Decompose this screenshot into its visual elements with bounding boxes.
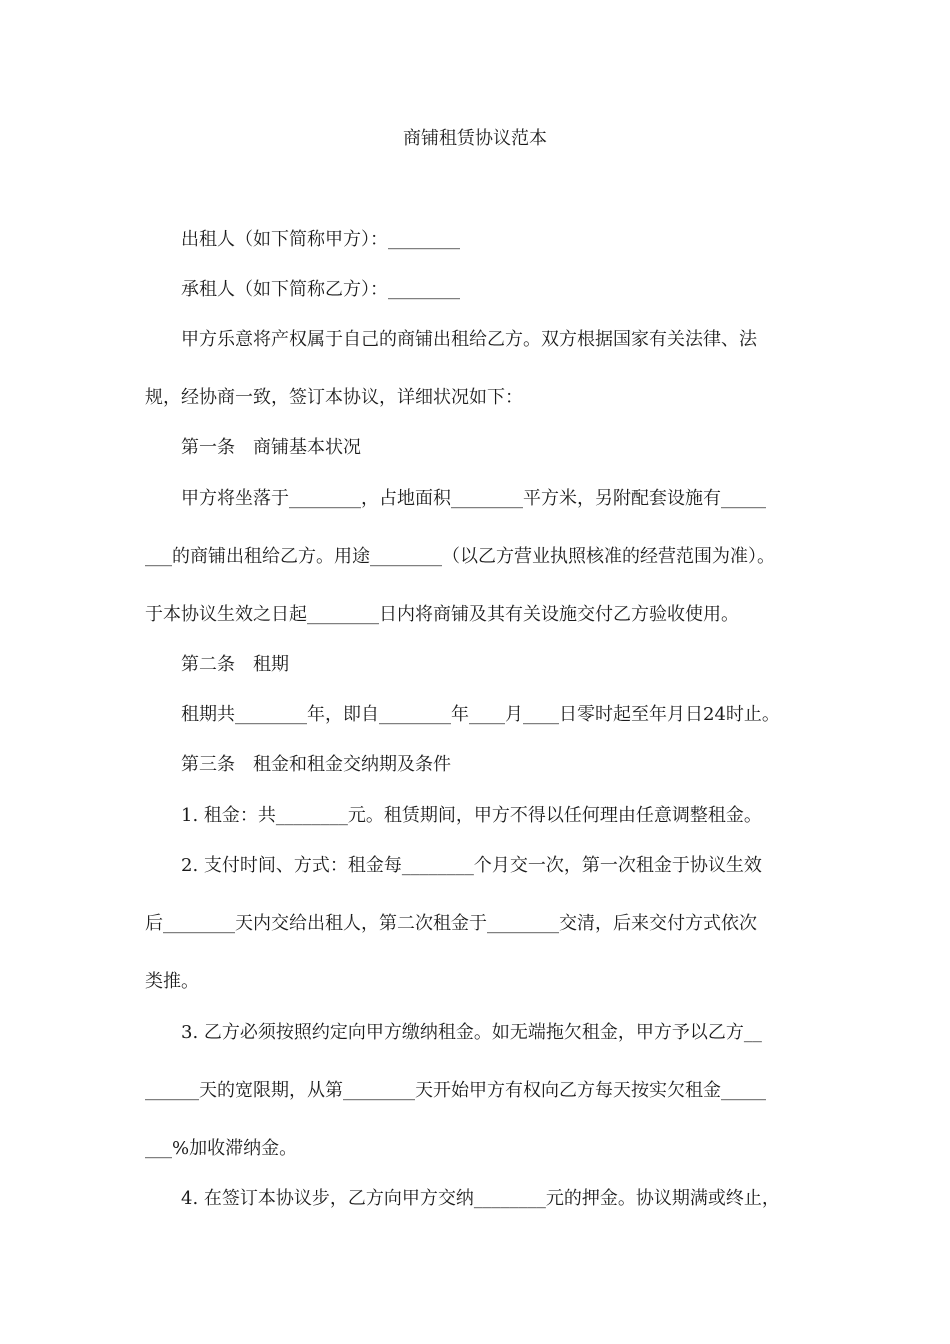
article-2-line-1: 租期共________年，即自________年____月____日零时起至年月日24时止。 [181, 704, 780, 725]
clause-1-line: 1. 租金：共________元。租赁期间，甲方不得以任何理由任意调整租金。 [181, 805, 762, 826]
clause-2-line-3: 类推。 [145, 971, 199, 992]
lessor-line: 出租人（如下简称甲方）：________ [181, 229, 460, 250]
clause-3-line-2: ______天的宽限期，从第________天开始甲方有权向乙方每天按实欠租金_____ [145, 1080, 766, 1101]
clause-3-line-3: ___%加收滞纳金。 [145, 1138, 298, 1159]
preamble-line-2: 规，经协商一致，签订本协议，详细状况如下： [145, 387, 523, 408]
clause-3-line-1: 3. 乙方必须按照约定向甲方缴纳租金。如无端拖欠租金，甲方予以乙方__ [181, 1022, 762, 1043]
clause-4-line-1: 4. 在签订本协议步，乙方向甲方交纳________元的押金。协议期满或终止， [181, 1188, 780, 1209]
lessee-line: 承租人（如下简称乙方）：________ [181, 279, 460, 300]
article-1-line-3: 于本协议生效之日起________日内将商铺及其有关设施交付乙方验收使用。 [145, 604, 739, 625]
clause-2-line-1: 2. 支付时间、方式：租金每________个月交一次，第一次租金于协议生效 [181, 855, 762, 876]
article-1-line-2: ___的商铺出租给乙方。用途________（以乙方营业执照核准的经营范围为准）。 [145, 546, 775, 567]
document-title: 商铺租赁协议范本 [403, 128, 547, 149]
article-1-heading: 第一条 商铺基本状况 [181, 437, 361, 458]
preamble-line-1: 甲方乐意将产权属于自己的商铺出租给乙方。双方根据国家有关法律、法 [181, 329, 757, 350]
article-1-line-1: 甲方将坐落于________，占地面积________平方米，另附配套设施有_____ [181, 488, 766, 509]
clause-2-line-2: 后________天内交给出租人，第二次租金于________交清，后来交付方式依次 [145, 913, 757, 934]
article-3-heading: 第三条 租金和租金交纳期及条件 [181, 754, 451, 775]
article-2-heading: 第二条 租期 [181, 654, 289, 675]
